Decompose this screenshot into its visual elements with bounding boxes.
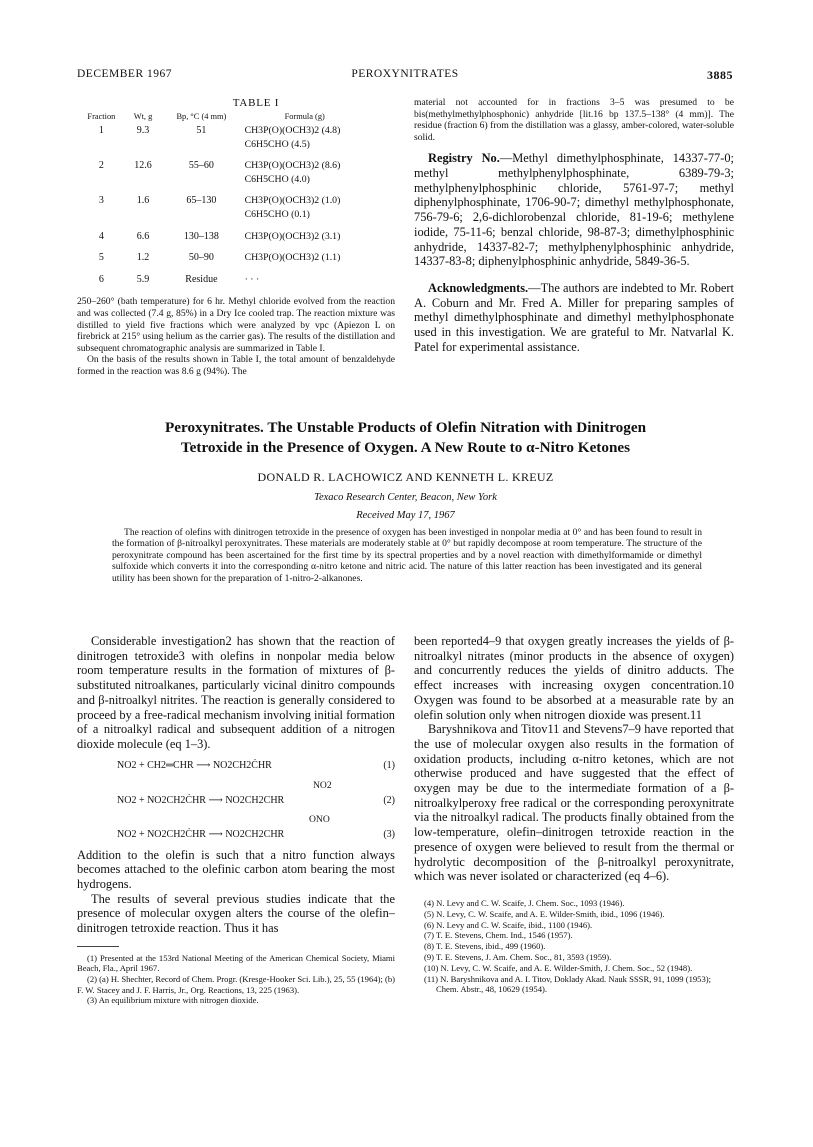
experimental-paragraph: 250–260° (bath temperature) for 6 hr. Methyl chloride evolved from the reaction and was collected (7.4 g, 85%) in a Dry Ice cooled trap. The reaction mixture was distilled to yield five fractions which were analyzed by vpc (Apiezon L on firebrick at 215° using helium as the carrier gas). The results of the distillation and subsequent chromatographic analysis are summarized in Table I.	[77, 296, 395, 354]
equation-3	[77, 814, 395, 848]
equation-substituent: ONO	[309, 813, 330, 825]
registry-heading: Registry No.	[428, 151, 500, 166]
table-header-cell: Bp, °C (4 mm)	[176, 112, 227, 121]
table-row	[77, 243, 395, 265]
reference-item: (6) N. Levy and C. W. Scaife, ibid., 1100 (1946).	[424, 919, 593, 930]
table-row	[77, 124, 395, 138]
table-row	[77, 208, 395, 222]
body-paragraph: Baryshnikova and Titov11 and Stevens7–9 have reported that the use of molecular oxygen also results in the formation of oxidation products, including α-nitro ketones, which are not otherwise produced and have suggested that the effect of oxygen may be due to the intermediate formation of a β-nitroalkylperoxy free radical or the corresponding peroxynitrate via the nitroalkyl radical. The products finally obtained from the low-temperature, olefin–dinitrogen tetroxide reaction in the presence of oxygen were believed to result from the thermal or hydrolytic decomposition of the β-nitroalkyl peroxynitrate, which was never isolated or characterized (eq 4–6).	[414, 722, 734, 884]
equation-2	[77, 780, 395, 814]
reference-item: (9) T. E. Stevens, J. Am. Chem. Soc., 81, 3593 (1959).	[424, 951, 612, 962]
equation-text: NO2 + NO2CH2ĊHR ⟶ NO2CH2CHR	[117, 794, 285, 806]
table-cell-fraction: 5	[98, 252, 104, 264]
table-cell-fraction: 2	[98, 160, 104, 172]
acknowledgments-heading: Acknowledgments.	[428, 281, 529, 295]
body-paragraph: Considerable investigation2 has shown that the reaction of dinitrogen tetroxide3 with olefins in nonpolar media below room temperature results in the formation of mixtures of β-substituted nitroalkanes, particularly vicinal dinitro compounds and β-nitroalkyl nitrites. The reaction is generally considered to proceed by a free-radical mechanism involving initial formation of a nitroalkyl radical and subsequent addition of a nitrogen dioxide molecule (eq 1–3).	[77, 634, 395, 751]
page-number: 3885	[707, 68, 733, 82]
equation-number: (3)	[383, 828, 395, 840]
table-cell-fraction	[77, 138, 126, 152]
table-cell-fraction: 6	[98, 273, 104, 285]
table-cell-formula: CH3P(O)(OCH3)2 (1.0)	[244, 195, 341, 207]
table-cell-wt	[126, 138, 161, 152]
experimental-paragraph: On the basis of the results shown in Table I, the total amount of benzaldehyde formed in the reaction was 8.6 g (94%). The	[77, 354, 395, 377]
table-cell-bp: 51	[196, 125, 207, 136]
footnote: (1) Presented at the 153rd National Meeting of the American Chemical Society, Miami Beach, Fla., April 1967.	[77, 952, 395, 974]
reference-item: (7) T. E. Stevens, Chem. Ind., 1546 (1957).	[424, 930, 573, 941]
running-head-date: DECEMBER 1967	[77, 68, 172, 80]
body-paragraph: Addition to the olefin is such that a nitro function always becomes attached to the olefinic carbon atom bearing the most hydrogens.	[77, 847, 395, 892]
table-cell-bp	[160, 173, 242, 187]
table-cell-bp	[160, 138, 242, 152]
table-cell-formula: CH3P(O)(OCH3)2 (4.8)	[244, 125, 341, 136]
abstract: The reaction of olefins with dinitrogen tetroxide in the presence of oxygen has been investiged in nonpolar media at 0° and has been found to result in the formation of β-nitroalkyl peroxynitrates. These materials are moderately stable at 0° but rapidly decompose at room temperature. The structure of the peroxynitrate compound has been ascertained for the first time by its spectral properties and by a novel reaction with dimethylformamide or dimethyl sulfoxide which converts it into the corresponding α-nitro ketone and nitric acid. The nature of this latter reaction has been investigated and its general utility has been shown for the preparation of 1-nitro-2-alkanones.	[112, 527, 702, 584]
running-head-title: PEROXYNITRATES	[351, 68, 459, 80]
table-header-row	[77, 112, 395, 124]
left-column-body	[77, 634, 395, 1006]
table-header-cell: Formula (g)	[284, 112, 325, 121]
equation-text: NO2 + NO2CH2ĊHR ⟶ NO2CH2CHR	[117, 828, 285, 840]
reference-list	[414, 898, 734, 995]
table-cell-wt: 1.6	[136, 195, 150, 207]
right-column-body	[414, 634, 734, 995]
table-cell-formula: C6H5CHO (4.5)	[244, 138, 310, 150]
table-row	[77, 265, 395, 287]
table-cell-formula: C6H5CHO (0.1)	[244, 208, 310, 220]
equation-substituent: NO2	[313, 779, 332, 791]
footnote: (2) (a) H. Shechter, Record of Chem. Progr. (Kresge-Hooker Sci. Lib.), 25, 55 (1964); (b) F. W. Stacey and J. F. Harris, Jr., Org. Reactions, 13, 225 (1963).	[77, 974, 395, 995]
reference-item: (8) T. E. Stevens, ibid., 499 (1960).	[424, 941, 546, 952]
reference-item: (5) N. Levy, C. W. Scaife, and A. E. Wilder-Smith, ibid., 1096 (1946).	[424, 908, 665, 919]
table-cell-bp: 50–90	[188, 252, 214, 264]
reference-item: (10) N. Levy, C. W. Scaife, and A. E. Wilder-Smith, J. Chem. Soc., 52 (1948).	[424, 962, 693, 973]
equation-1	[77, 760, 395, 780]
table-header-cell: Wt, g	[133, 112, 153, 121]
table-cell-wt: 6.6	[136, 230, 150, 242]
authors: DONALD R. LACHOWICZ AND KENNETH L. KREUZ	[257, 470, 554, 484]
table-cell-formula: CH3P(O)(OCH3)2 (1.1)	[244, 252, 341, 264]
left-column-top	[77, 97, 395, 378]
table-row	[77, 151, 395, 173]
affiliation: Texaco Research Center, Beacon, New York	[314, 492, 497, 503]
table-cell-fraction: 1	[98, 125, 104, 136]
footnote-rule	[77, 946, 119, 947]
body-paragraph: been reported4–9 that oxygen greatly increases the yields of β-nitroalkyl nitrates (minor products in the absence of oxygen) and concurrently reduces the yields of dinitro adducts. The effect increases with increasing oxygen concentration.10 Oxygen was found to be absorbed at a measurable rate by an olefin solution only when nitrogen dioxide was present.11	[414, 634, 734, 722]
table-cell-wt	[126, 208, 161, 222]
acknowledgments-paragraph	[414, 281, 734, 355]
table-cell-bp	[160, 208, 242, 222]
table-row	[77, 138, 395, 152]
table-body	[77, 124, 395, 286]
article-title-block	[77, 418, 734, 521]
table-row	[77, 222, 395, 244]
table-row	[77, 173, 395, 187]
article-title-line: Peroxynitrates. The Unstable Products of Olefin Nitration with Dinitrogen	[164, 419, 647, 436]
received-date: Received May 17, 1967	[356, 510, 455, 521]
table-cell-fraction	[77, 173, 126, 187]
table-cell-bp: 55–60	[188, 160, 214, 172]
table-cell-bp: 130–138	[183, 230, 219, 242]
table-cell-wt	[126, 173, 161, 187]
table-cell-formula: CH3P(O)(OCH3)2 (8.6)	[244, 160, 341, 172]
table-cell-fraction: 4	[98, 230, 104, 242]
article-title	[77, 418, 734, 458]
body-paragraph: The results of several previous studies indicate that the presence of molecular oxygen alters the course of the olefin–dinitrogen tetroxide reaction. Thus it has	[77, 891, 395, 936]
equation-number: (1)	[383, 759, 395, 771]
table-cell-fraction: 3	[98, 195, 104, 207]
experimental-paragraph: material not accounted for in fractions 3–5 was presumed to be bis(methylmethylphosphonic) anhydride [lit.16 bp 137.5–138° (4 mm)]. The residue (fraction 6) from the distillation was a glassy, amber-colored, water-soluble solid.	[414, 97, 734, 143]
table-cell-fraction	[77, 208, 126, 222]
table-cell-formula: · · ·	[244, 273, 260, 285]
table-header-cell: Fraction	[87, 112, 116, 121]
table-cell-wt: 1.2	[136, 252, 150, 264]
footnote: (3) An equilibrium mixture with nitrogen dioxide.	[87, 995, 259, 1006]
article-title-line: Tetroxide in the Presence of Oxygen. A New Route to α-Nitro Ketones	[180, 439, 631, 456]
table-cell-formula: CH3P(O)(OCH3)2 (3.1)	[244, 230, 341, 242]
table-cell-bp: Residue	[185, 273, 218, 285]
data-table	[77, 112, 395, 286]
right-column-top	[414, 97, 734, 355]
reference-item: (4) N. Levy and C. W. Scaife, J. Chem. Soc., 1093 (1946).	[424, 897, 625, 908]
table-cell-formula: C6H5CHO (4.0)	[244, 173, 310, 185]
acknowledgments-text: —The authors are indebted to Mr. Robert A. Coburn and Mr. Fred A. Miller for preparing samples of methyl dimethylphosphinate and dimethyl methylphosphonate used in this investigation. We are grateful to Mr. Natvarlal K. Patel for experimental assistance.	[414, 281, 734, 354]
registry-paragraph	[414, 151, 734, 269]
equation-text: NO2 + CH2═CHR ⟶ NO2CH2ĊHR	[117, 759, 272, 771]
table-title: TABLE I	[232, 97, 280, 109]
registry-text: —Methyl dimethylphosphinate, 14337-77-0; methyl methylphenylphosphinate, 6389-79-3; methylphenylphosphinic chloride, 5761-97-7; methyl diphenylphosphinate, 1706-90-7; dimethyl methylphosphonate, 756-79-6; 2,6-dichlorobenzal chloride, 81-19-6; methylene iodide, 75-11-6; benzal chloride, 98-87-3; dimethylphosphinic anhydride, 14337-82-7; methylphenylphosphinic anhydride, 14337-83-8; diphenylphosphinic anhydride, 5849-36-5.	[414, 151, 734, 269]
table-cell-wt: 9.3	[136, 125, 150, 136]
table-cell-wt: 12.6	[134, 160, 152, 172]
table-cell-wt: 5.9	[136, 273, 150, 285]
table-row	[77, 186, 395, 208]
reference-item: (11) N. Baryshnikova and A. I. Titov, Doklady Akad. Nauk SSSR, 91, 1099 (1953); Chem. Abstr., 48, 10629 (1954).	[424, 973, 712, 995]
equation-number: (2)	[383, 794, 395, 806]
table-cell-bp: 65–130	[186, 195, 217, 207]
